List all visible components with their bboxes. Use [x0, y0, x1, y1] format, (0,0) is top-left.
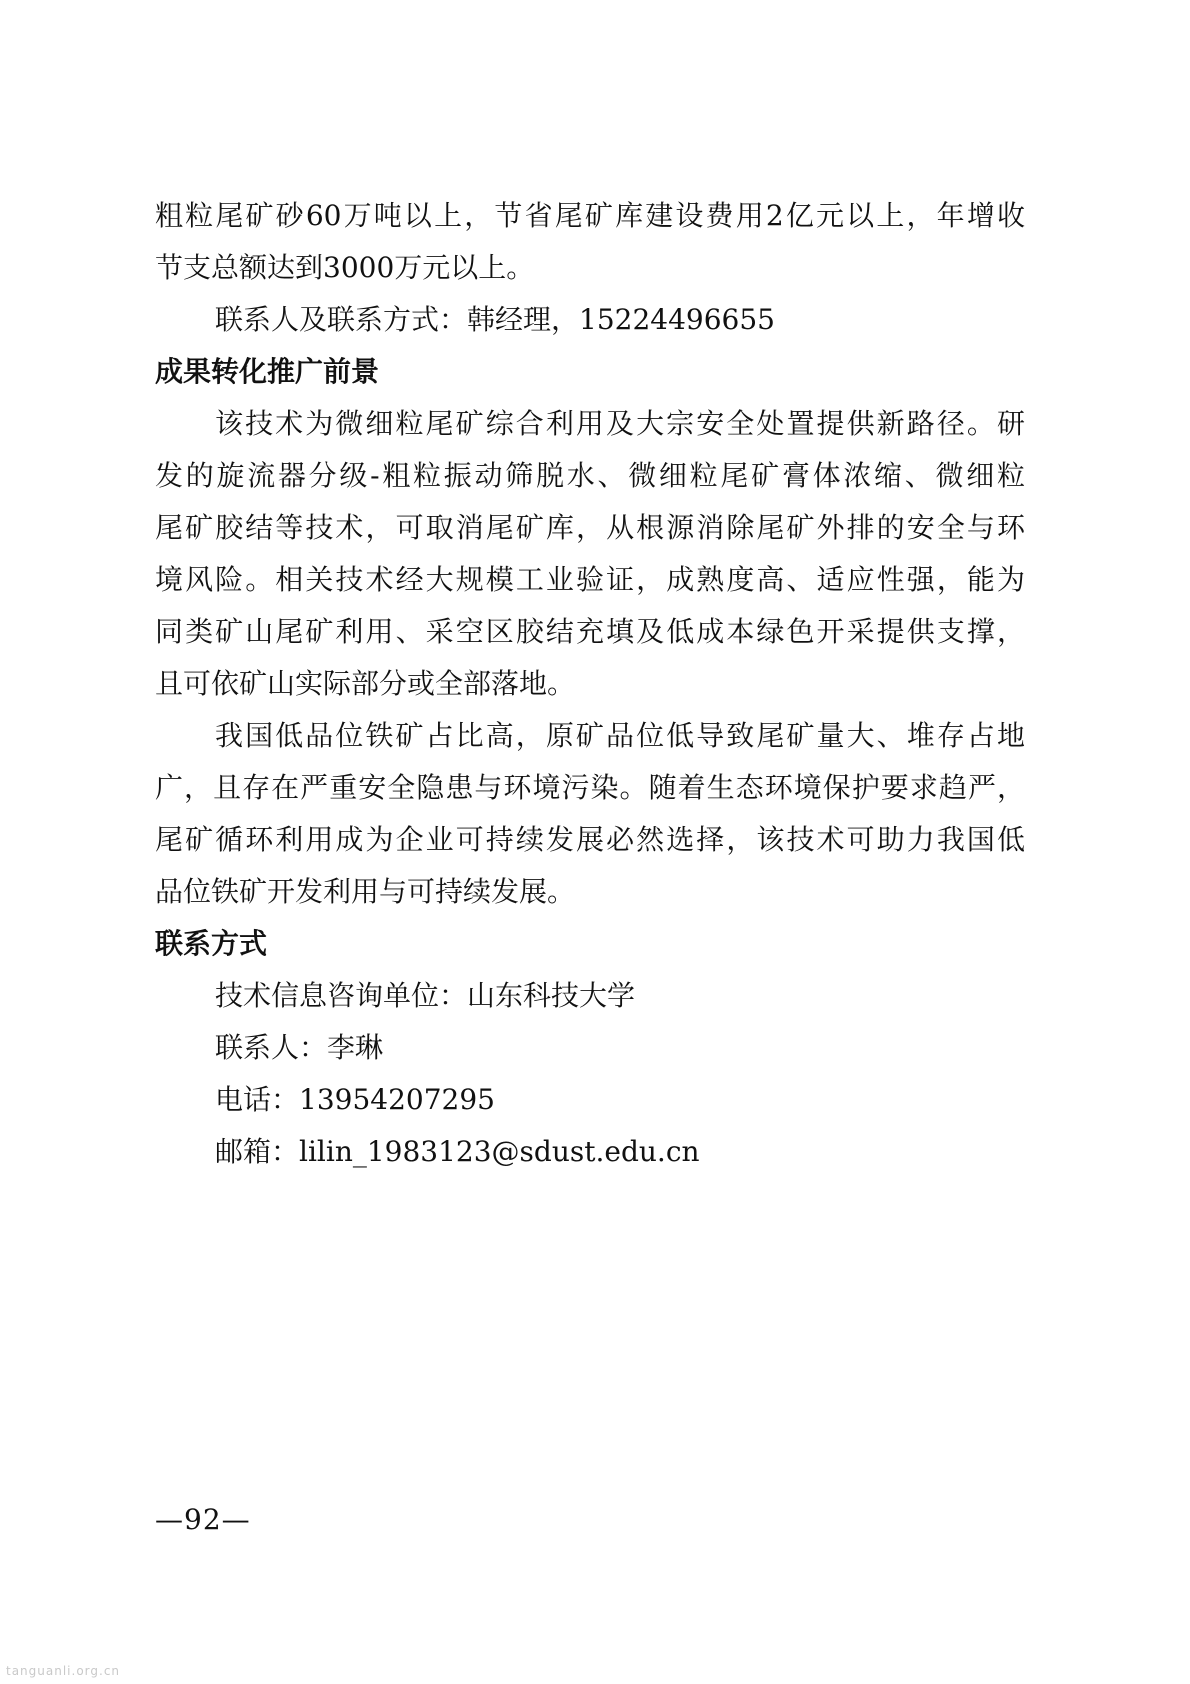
intro-line-1: 粗粒尾矿砂60万吨以上，节省尾矿库建设费用2亿元以上，年增收 [155, 199, 1025, 232]
prospects-para1-line-6: 且可依矿山实际部分或全部落地。 [155, 667, 576, 700]
prospects-para1-line-5: 同类矿山尾矿利用、采空区胶结充填及低成本绿色开采提供支撑， [155, 615, 1025, 648]
prospects-para1-line-3: 尾矿胶结等技术，可取消尾矿库，从根源消除尾矿外排的安全与环 [155, 511, 1025, 544]
prospects-para1-line-2: 发的旋流器分级-粗粒振动筛脱水、微细粒尾矿膏体浓缩、微细粒 [155, 459, 1025, 492]
prospects-para1-line-1: 该技术为微细粒尾矿综合利用及大宗安全处置提供新路径。研 [215, 407, 1025, 440]
prospects-para2-line-1: 我国低品位铁矿占比高，原矿品位低导致尾矿量大、堆存占地 [215, 719, 1025, 752]
page-content [155, 190, 1025, 1178]
prospects-para2-line-2: 广，且存在严重安全隐患与环境污染。随着生态环境保护要求趋严， [155, 771, 1025, 804]
prospects-para2-line-3: 尾矿循环利用成为企业可持续发展必然选择，该技术可助力我国低 [155, 823, 1025, 856]
intro-contact-line: 联系人及联系方式：韩经理，15224496655 [215, 303, 775, 336]
section-heading-prospects: 成果转化推广前景 [155, 355, 380, 388]
contact-phone: 电话：13954207295 [215, 1083, 495, 1116]
page-number: —92— [155, 1503, 251, 1536]
intro-line-2: 节支总额达到3000万元以上。 [155, 251, 535, 284]
contact-person: 联系人：李琳 [215, 1031, 384, 1064]
prospects-para2-line-4: 品位铁矿开发利用与可持续发展。 [155, 875, 576, 908]
section-heading-contact: 联系方式 [155, 927, 268, 960]
contact-email: 邮箱：lilin_1983123@sdust.edu.cn [215, 1135, 700, 1168]
watermark: tanguanli.org.cn [6, 1664, 121, 1678]
prospects-para1-line-4: 境风险。相关技术经大规模工业验证，成熟度高、适应性强，能为 [155, 563, 1025, 596]
contact-unit: 技术信息咨询单位：山东科技大学 [215, 979, 636, 1012]
